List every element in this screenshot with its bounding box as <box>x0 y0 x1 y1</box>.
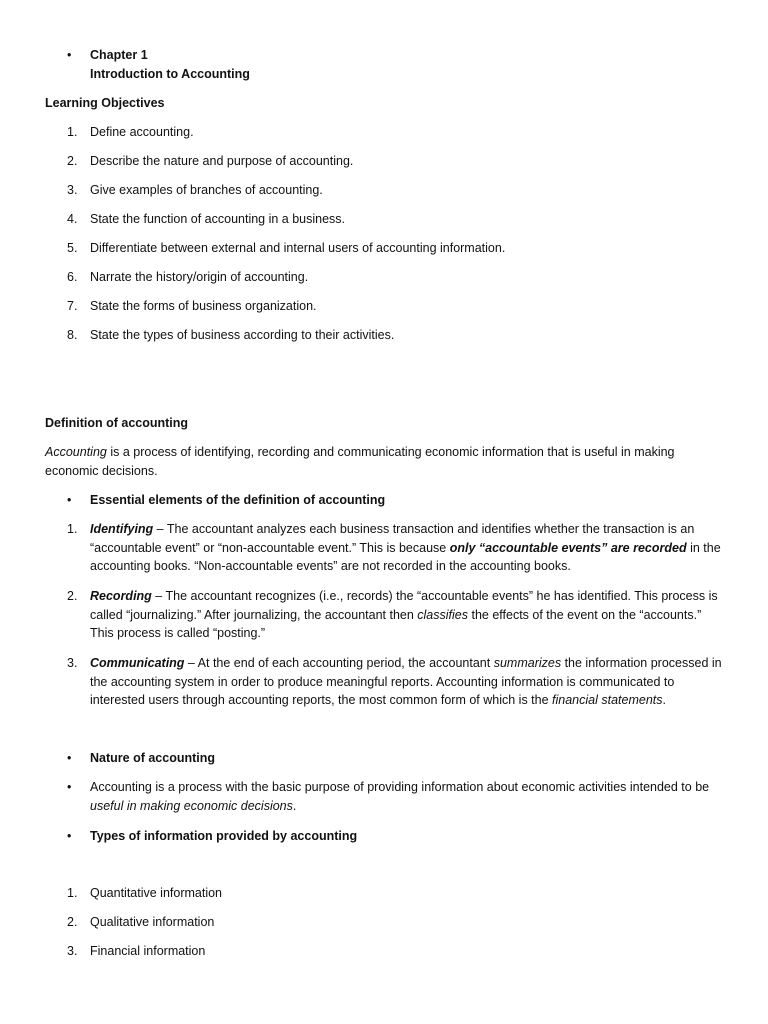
chapter-bullet: • <box>67 48 72 62</box>
elements-heading: Essential elements of the definition of accounting <box>90 493 386 507</box>
element-term: Recording <box>90 589 152 603</box>
definition-text: is a process of identifying, recording and communicating economic information that is useful in making economic decisions. <box>45 445 675 478</box>
nature-paragraph: Accounting is a process with the basic purpose of providing information about economic activities intended to be useful in making economic decisions. <box>90 780 710 813</box>
definition-term: Accounting <box>45 445 107 459</box>
types-bullet: • <box>67 829 72 843</box>
nature-heading-bullet: • <box>67 751 72 765</box>
nature-heading: Nature of accounting <box>90 751 216 765</box>
elements-bullet: • <box>67 493 72 507</box>
nature-text-bullet: • <box>67 780 72 794</box>
definition-paragraph <box>45 443 705 480</box>
objectives-heading: Learning Objectives <box>45 96 165 110</box>
element-term: Identifying <box>90 522 154 536</box>
types-heading: Types of information provided by accounting <box>90 829 358 843</box>
chapter-title: Introduction to Accounting <box>90 67 250 81</box>
definition-heading: Definition of accounting <box>45 416 189 430</box>
chapter-number: Chapter 1 <box>90 48 148 62</box>
element-term: Communicating <box>90 656 185 670</box>
document-page: • Chapter 1 Introduction to Accounting Learning Objectives 1. Define accounting. 2. Describe the nature and purpose of accounting. 3. Give examples of branches of accounting. 4. State the function of accounting in a business. 5. Differentiate between external and internal users of accounting information. 6. Narrate the history/origin of accounting. 7. State the forms of business organization. 8. State the types of business according to their activities. Definition of accounting Accounting is a process of identifying, recording and communicating economic information that is useful in making economic decisions. • Essential elements of the definition of accounting 1. Identifying – The accountant analyzes each business transaction and identifies whether the transaction is an “accountable event” or “non-accountable event.” This is because only “accountable events” are recorded in the accounting books. “Non-accountable events” are not recorded in the accounting books. 2. Recording – The accountant recognizes (i.e., records) the “accountable events” he has identified. This process is called “journalizing.” After journalizing, the accountant then classifies the effects of the event on the “accounts.” This process is called “posting.” 3. Communicating – At the end of each accounting period, the accountant summarizes the information processed in the accounting system in order to produce meaningful reports. Accounting information is communicated to interested users through accounting reports, the most common form of which is the financial statements. • Nature of accounting • Accounting is a process with the basic purpose of providing information about economic activities intended to be useful in making economic decisions. • Types of information provided by accounting 1. Quantitative information 2. Qualitative information 3. Financial information <box>0 0 768 1024</box>
